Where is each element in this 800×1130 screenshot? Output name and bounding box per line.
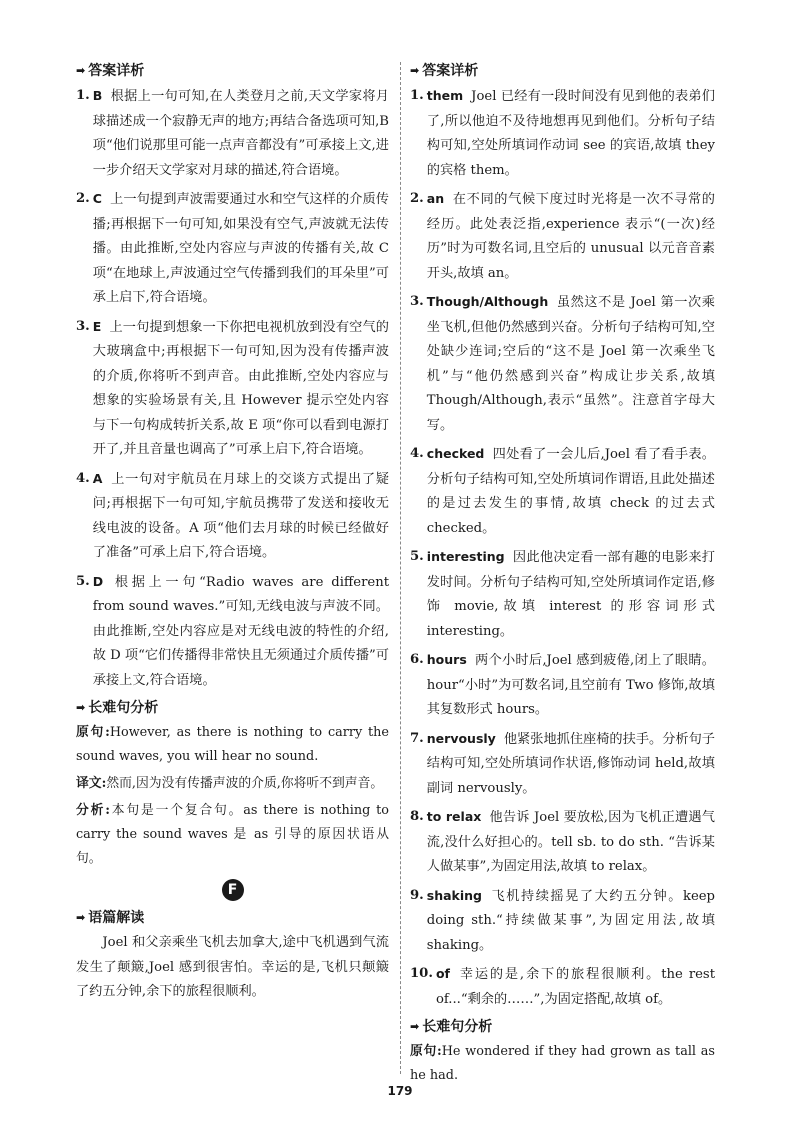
answer-key: of: [435, 966, 450, 981]
answer-item: [410, 442, 715, 541]
answer-item: [410, 805, 715, 880]
answer-item: [76, 467, 389, 566]
answer-key: B: [92, 88, 103, 103]
answer-key: to relax: [426, 809, 482, 824]
item-number: 5.: [76, 573, 90, 589]
item-number: 5.: [410, 549, 424, 564]
answer-item: [410, 290, 715, 438]
arrow-icon: ➡: [410, 1020, 420, 1033]
item-number: 1.: [76, 88, 90, 103]
answer-item: [76, 570, 389, 694]
item-number: 6.: [410, 652, 424, 667]
item-number: 2.: [76, 191, 90, 206]
answer-item: [410, 187, 715, 286]
answer-key: E: [92, 318, 102, 334]
explanation: 两个小时后,Joel 感到疲倦,闭上了眼睛。hour“小时”为可数名词,且空前有 Two 修饰,故填其复数形式 hours。: [426, 653, 715, 717]
answer-item: [76, 315, 389, 463]
answer-item: [410, 545, 715, 644]
item-body: [93, 84, 389, 183]
answer-key: D: [92, 573, 104, 589]
explanation: 飞机持续摇晃了大约五分钟。keep doing sth.“持续做某事”,为固定用法,故填 shaking。: [426, 888, 715, 953]
item-body: [93, 570, 389, 694]
item-body: [93, 187, 389, 311]
passage-summary: Joel 和父亲乘坐飞机去加拿大,途中飞机遇到气流发生了颠簸,Joel 感到很害怕。幸运的是,飞机只颠簸了约五分钟,余下的旅程很顺利。: [76, 935, 389, 999]
original-sentence: 原句:He wondered if they had grown as tall as he had.: [410, 1044, 715, 1083]
explanation: 虽然这不是 Joel 第一次乘坐飞机,但他仍然感到兴奋。分析句子结构可知,空处缺少连词;空后的“这不是 Joel 第一次乘坐飞机”与“他仍然感到兴奋”构成让步关系,故填 Though/Although,表示“虽然”。注意首字母大写。: [426, 295, 715, 433]
passage-heading: ➡ 语篇解读: [76, 907, 389, 929]
item-body: [427, 648, 715, 723]
item-number: 2.: [410, 191, 424, 206]
right-answer-list: [410, 84, 715, 1012]
answer-key: hours: [426, 652, 467, 667]
answer-item: [76, 84, 389, 183]
item-number: 8.: [410, 809, 424, 824]
explanation: 上一句对宇航员在月球上的交谈方式提出了疑问;再根据下一句可知,宇航员携带了发送和接收无线电波的设备。A 项“他们去月球的时候已经做好了准备”可承上启下,符合语境。: [92, 471, 389, 560]
item-number: 9.: [410, 887, 424, 903]
explanation: 根据上一句“Radio waves are different from sound waves.”可知,无线电波与声波不同。由此推断,空处内容应是对无线电波的特性的介绍,故 D 项“它们传播得非常快且无须通过介质传播”可承接上文,符合语境。: [92, 574, 389, 688]
left-answer-list: [76, 84, 389, 693]
item-number: 10.: [410, 966, 433, 981]
explanation: Joel 已经有一段时间没有见到他的表弟们了,所以他迫不及待地想再见到他们。分析句子结构可知,空处所填词作动词 see 的宾语,故填 they 的宾格 them。: [426, 89, 715, 178]
item-body: [427, 290, 715, 438]
item-body: [427, 545, 715, 644]
arrow-icon: ➡: [76, 64, 86, 77]
right-column: [410, 58, 715, 1091]
item-number: 3.: [76, 318, 90, 334]
item-number: 1.: [410, 88, 424, 103]
answer-key: checked: [426, 446, 485, 461]
answer-key: Though/Although: [426, 294, 549, 309]
explanation: 幸运的是,余下的旅程很顺利。the rest of...“剩余的……”,为固定搭配,故填 of。: [435, 967, 715, 1007]
answer-key: them: [426, 88, 464, 103]
item-number: 3.: [410, 294, 424, 309]
item-body: [427, 884, 715, 959]
answer-item: [410, 648, 715, 723]
answer-key: an: [426, 191, 445, 206]
left-column: [76, 58, 389, 1005]
item-number: 7.: [410, 730, 424, 746]
answer-item: [410, 884, 715, 959]
answer-key: A: [92, 470, 103, 486]
right-answer-heading: ➡ 答案详析: [410, 60, 715, 82]
left-analysis-heading: ➡ 长难句分析: [76, 697, 389, 719]
item-number: 4.: [76, 470, 90, 486]
sentence-analysis: 分析:本句是一个复合句。as there is nothing to carry the sound waves 是 as 引导的原因状语从句。: [76, 803, 389, 866]
right-analysis-heading: ➡ 长难句分析: [410, 1016, 715, 1038]
column-divider: [400, 62, 401, 1074]
answer-key: interesting: [426, 549, 505, 564]
explanation: 上一句提到想象一下你把电视机放到没有空气的大玻璃盒中;再根据下一句可知,因为没有传播声波的介质,你将听不到声音。由此推断,空处内容应与想象的实验场景有关,且 However 提示空处内容与下一句构成转折关系,故 E 项“你可以看到电源打开了,并且音量也调高了”可承上启下,符合语境。: [92, 319, 389, 457]
original-sentence: 原句:However, as there is nothing to carry the sound waves, you will hear no sound.: [76, 725, 389, 764]
answer-key: C: [92, 191, 102, 206]
explanation: 上一句提到声波需要通过水和空气这样的介质传播;再根据下一句可知,如果没有空气,声波就无法传播。由此推断,空处内容应与声波的传播有关,故 C 项“在地球上,声波通过空气传播到我们的耳朵里”可承上启下,符合语境。: [92, 192, 389, 305]
arrow-icon: ➡: [76, 911, 86, 924]
answer-item: [76, 187, 389, 311]
item-body: [427, 442, 715, 541]
answer-item: [410, 84, 715, 183]
item-body: [427, 727, 715, 802]
item-body: [93, 467, 389, 566]
item-number: 4.: [410, 446, 424, 461]
explanation: 他告诉 Joel 要放松,因为飞机正遭遇气流,没什么好担心的。tell sb. to do sth. “告诉某人做某事”,为固定用法,故填 to relax。: [426, 810, 715, 874]
answer-key: shaking: [426, 887, 482, 903]
explanation: 因此他决定看一部有趣的电影来打发时间。分析句子结构可知,空处所填词作定语,修饰 movie,故填 interest 的形容词形式 interesting。: [426, 550, 715, 639]
left-answer-heading: ➡ 答案详析: [76, 60, 389, 82]
answer-key: nervously: [426, 730, 496, 746]
answer-item: [410, 962, 715, 1012]
explanation: 在不同的气候下度过时光将是一次不寻常的经历。此处表泛指,experience 表示“(一次)经历”时为可数名词,且空后的 unusual 以元音音素开头,故填 an。: [426, 192, 715, 281]
section-f-badge: F: [222, 879, 244, 901]
translation: 译文:然而,因为没有传播声波的介质,你将听不到声音。: [76, 776, 384, 791]
explanation: 他紧张地抓住座椅的扶手。分析句子结构可知,空处所填词作状语,修饰动词 held,故填副词 nervously。: [426, 731, 715, 796]
answer-item: [410, 727, 715, 802]
page-number: 179: [387, 1084, 413, 1098]
item-body: [427, 805, 715, 880]
arrow-icon: ➡: [410, 64, 420, 77]
explanation: 四处看了一会儿后,Joel 看了看手表。分析句子结构可知,空处所填词作谓语,且此处描述的是过去发生的事情,故填 check 的过去式 checked。: [426, 447, 715, 536]
item-body: [93, 315, 389, 463]
item-body: [436, 962, 715, 1012]
item-body: [427, 84, 715, 183]
explanation: 根据上一句可知,在人类登月之前,天文学家将月球描述成一个寂静无声的地方;再结合备选项可知,B 项“他们说那里可能一点声音都没有”可承接上文,进一步介绍天文学家对月球的描述,符合语境。: [92, 89, 389, 178]
item-body: [427, 187, 715, 286]
arrow-icon: ➡: [76, 701, 86, 714]
